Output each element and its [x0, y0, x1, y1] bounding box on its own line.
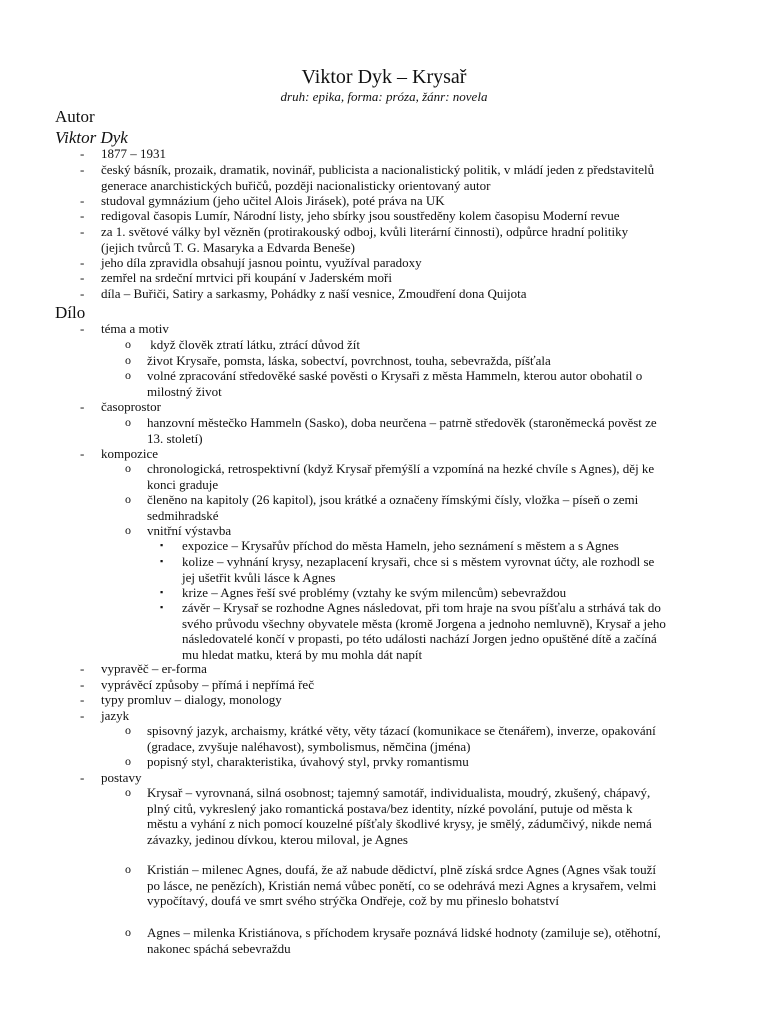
- autor-list-item: 1877 – 1931: [101, 146, 166, 161]
- autor-list-item: zemřel na srdeční mrtvici při koupání v Jaderském moři: [101, 270, 392, 285]
- bullet-marker: o: [125, 925, 131, 939]
- bullet-marker: -: [80, 661, 85, 676]
- bullet-marker: o: [125, 353, 131, 367]
- bullet-marker: -: [80, 446, 85, 461]
- bullet-marker: -: [80, 692, 85, 707]
- casoprostor-subitem: hanzovní městečko Hammeln (Sasko), doba neurčena – patrně středověk (staroněmecká pověst ze 13. století): [147, 415, 657, 446]
- bullet-marker: -: [80, 677, 85, 692]
- autor-list-item: za 1. světové války byl vězněn (protirakouský odboj, kvůli literární činnosti), odpůrce hradní politiky (jejich tvůrců T. G. Masaryka a Edvarda Beneše): [101, 224, 629, 255]
- bullet-marker: -: [80, 224, 85, 239]
- bullet-marker: o: [125, 415, 131, 429]
- dilo-item-vypravec: vypravěč – er-forma: [101, 661, 207, 676]
- document-subtitle: druh: epika, forma: próza, žánr: novela: [280, 89, 488, 104]
- dilo-item-jazyk: jazyk: [101, 708, 130, 723]
- bullet-marker: -: [80, 321, 85, 336]
- bullet-marker: -: [80, 255, 85, 270]
- dilo-item-tema: téma a motiv: [101, 321, 169, 336]
- bullet-marker: -: [80, 270, 85, 285]
- postavy-subitem: Kristián – milenec Agnes, doufá, že až nabude dědictví, plně získá srdce Agnes (Agnes však touží po lásce, ne penězích), Kristián nemá vůbec ponětí, co se odehrává mezi Agnes a krysařem, velmi vypočítavý, doufá ve smrt svého strýčka Ondřeje, což by mu přineslo bohatství: [147, 862, 657, 908]
- bullet-marker: -: [80, 708, 85, 723]
- autor-list-item: jeho díla zpravidla obsahují jasnou pointu, využíval paradoxy: [101, 255, 422, 270]
- bullet-marker: -: [80, 770, 85, 785]
- section-heading-dilo: Dílo: [55, 303, 86, 322]
- bullet-marker: o: [125, 461, 131, 475]
- bullet-marker: ▪: [160, 540, 164, 550]
- bullet-marker: -: [80, 193, 85, 208]
- section-heading-autor: Autor: [55, 107, 95, 126]
- vystavba-subitem: krize – Agnes řeší své problémy (vztahy ke svým milencům) sebevraždou: [182, 585, 567, 600]
- bullet-marker: o: [125, 862, 131, 876]
- bullet-marker: -: [80, 162, 85, 177]
- bullet-marker: ▪: [160, 602, 164, 612]
- autor-list-item: redigoval časopis Lumír, Národní listy, jeho sbírky jsou soustředěny kolem časopisu Moderní revue: [101, 208, 620, 223]
- autor-list-item: studoval gymnázium (jeho učitel Alois Jirásek), poté práva na UK: [101, 193, 445, 208]
- kompozice-subitem: členěno na kapitoly (26 kapitol), jsou krátké a označeny římskými čísly, vložka – píseň o zemi sedmihradské: [147, 492, 639, 523]
- bullet-marker: -: [80, 146, 85, 161]
- jazyk-subitem: popisný styl, charakteristika, úvahový styl, prvky romantismu: [147, 754, 469, 769]
- postavy-subitem: Agnes – milenka Kristiánova, s příchodem krysaře poznává lidské hodnoty (zamiluje se), otěhotní, nakonec spáchá sebevraždu: [147, 925, 661, 956]
- tema-subitem: volné zpracování středověké saské pověsti o Krysaři z města Hammeln, kterou autor obohatil o milostný život: [147, 368, 643, 399]
- vystavba-subitem: kolize – vyhnání krysy, nezaplacení krysaři, chce si s městem vyrovnat účty, ale rozhodl se jej ušetřit kvůli lásce k Agnes: [182, 554, 655, 585]
- kompozice-subitem: chronologická, retrospektivní (když Krysař přemýšlí a vzpomíná na hezké chvíle s Agnes), děj ke konci graduje: [147, 461, 655, 492]
- kompozice-subitem: vnitřní výstavba: [147, 523, 232, 538]
- bullet-marker: o: [125, 368, 131, 382]
- bullet-marker: o: [125, 723, 131, 737]
- jazyk-subitem: spisovný jazyk, archaismy, krátké věty, věty tázací (komunikace se čtenářem), inverze, opakování (gradace, zvyšuje naléhavost), symbolismus, němčina (jména): [147, 723, 656, 754]
- bullet-marker: o: [125, 754, 131, 768]
- document-title: Viktor Dyk – Krysař: [301, 66, 467, 88]
- bullet-marker: o: [125, 523, 131, 537]
- dilo-item-promluv: typy promluv – dialogy, monology: [101, 692, 282, 707]
- author-name-heading: Viktor Dyk: [55, 128, 128, 147]
- bullet-marker: -: [80, 286, 85, 301]
- dilo-item-zpusoby: vyprávěcí způsoby – přímá i nepřímá řeč: [101, 677, 314, 692]
- vystavba-subitem: expozice – Krysařův příchod do města Hameln, jeho seznámení s městem a s Agnes: [182, 538, 619, 553]
- postavy-subitem: Krysař – vyrovnaná, silná osobnost; tajemný samotář, individualista, moudrý, zkušený, chápavý, plný citů, vykreslený jako romantická postava/bez identity, nízké povolání, putuje od města k městu a vyhání z nich pomocí kouzelné píšťaly škodlivé krysy, je smělý, zádumčivý, nikde nemá závazky, jedinou dívkou, kterou miloval, je Agnes: [147, 785, 652, 847]
- bullet-marker: o: [125, 492, 131, 506]
- bullet-marker: o: [125, 785, 131, 799]
- dilo-item-postavy: postavy: [101, 770, 142, 785]
- vystavba-subitem: závěr – Krysař se rozhodne Agnes následovat, při tom hraje na svou píšťalu a strhává tak do svého průvodu všechny obyvatele města (kromě Jorgena a jednoho nemluvně), Krysař a jeho následovatelé končí v propasti, po této události nachází Jorgen jedno opuštěné dítě a začíná mu hledat matku, která by mu mohla dát napít: [182, 600, 666, 662]
- autor-list-item: český básník, prozaik, dramatik, novinář, publicista a nacionalistický politik, v mládí jeden z představitelů generace anarchistických buřičů, později nacionalisticky orientovaný autor: [101, 162, 655, 193]
- dilo-item-casoprostor: časoprostor: [101, 399, 161, 414]
- autor-list-item: díla – Buřiči, Satiry a sarkasmy, Pohádky z naší vesnice, Zmoudření dona Quijota: [101, 286, 527, 301]
- dilo-item-kompozice: kompozice: [101, 446, 159, 461]
- tema-subitem: život Krysaře, pomsta, láska, sobectví, povrchnost, touha, sebevražda, píšťala: [147, 353, 551, 368]
- bullet-marker: ▪: [160, 587, 164, 597]
- bullet-marker: -: [80, 208, 85, 223]
- tema-subitem: když člověk ztratí látku, ztrácí důvod žít: [147, 337, 360, 352]
- bullet-marker: ▪: [160, 556, 164, 566]
- bullet-marker: o: [125, 337, 131, 351]
- bullet-marker: -: [80, 399, 85, 414]
